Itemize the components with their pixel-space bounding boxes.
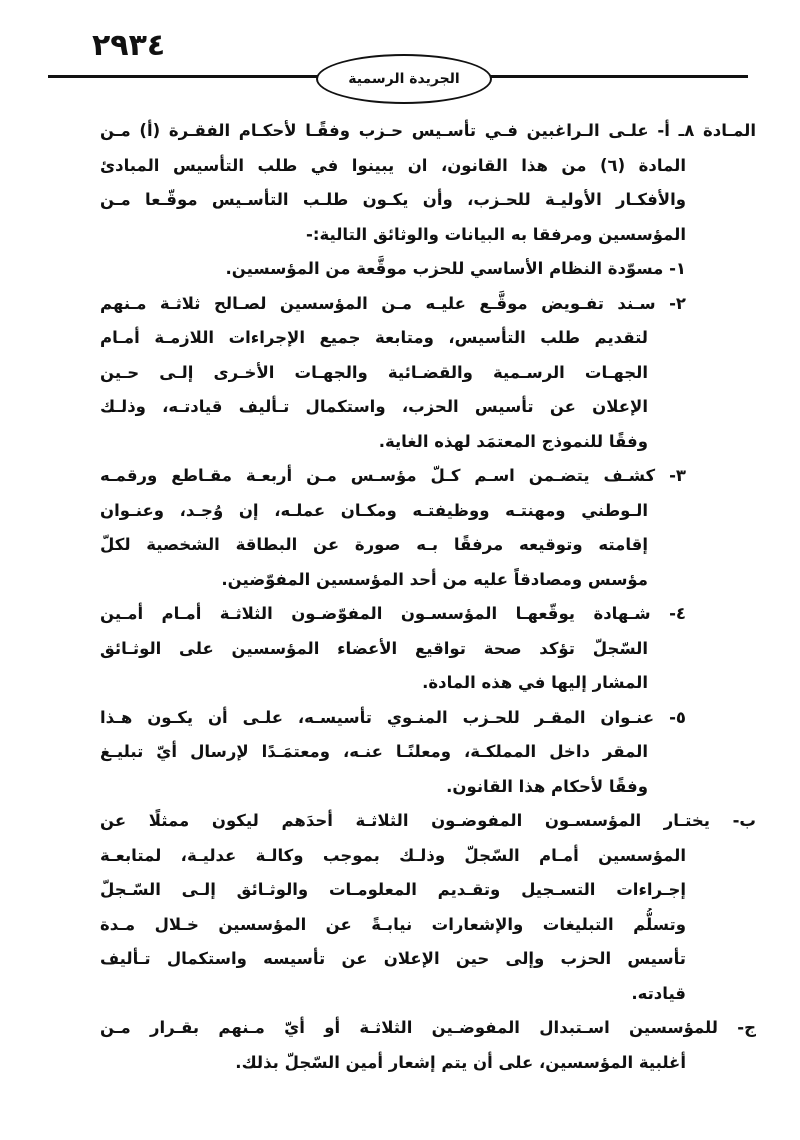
text-line: وتسلُّم التبليغات والإشعارات نيابـةً عن المؤسسين خـلال مـدة <box>100 914 686 934</box>
text-line: مؤسس ومصادقاً عليه من أحد المؤسسين المفوّضين. <box>221 569 648 589</box>
page-number: ٢٩٣٤ <box>92 28 166 63</box>
text-line: المشار إليها في هذه المادة. <box>422 673 648 692</box>
text-line: المؤسسين أمـام السّجلّ وذلـك بموجب وكالـة عدليـة، لمتابعـة <box>100 845 686 865</box>
text-line: المؤسسين ومرفقا به البيانات والوثائق التالية:- <box>306 224 686 244</box>
article-body <box>100 114 756 1080</box>
text-line: ١- مسوّدة النظام الأساسي للحزب موقَّعة من المؤسسين. <box>225 259 686 278</box>
text-line: ٥- عنـوان المقـر للحـزب المنـوي تأسيسـه، علـى أن يكـون هـذا <box>100 707 686 727</box>
text-line: المـادة ٨ـ أ- علـى الـراغبين فـي تأسـيس حـزب وفقًـا لأحكـام الفقـرة (أ) مـن <box>100 121 756 140</box>
text-line: ب- يختـار المؤسسـون المفوضـون الثلاثـة أحدَهم ليكون ممثلًا عن <box>100 811 756 830</box>
text-line: ٢- سـند تفـويض موقَّـع عليـه مـن المؤسسين لصـالح ثلاثـة مـنهم <box>100 293 686 313</box>
text-line: الـوطني ومهنتـه ووظيفتـه ومكـان عملـه، إن وُجـد، وعنـوان <box>100 500 648 520</box>
text-line: قيادته. <box>631 983 686 1003</box>
text-line: إقامته وتوقيعه مرفقًا بـه صورة عن البطاقة الشخصية لكلّ <box>100 535 648 554</box>
text-line: السّجلّ تؤكد صحة تواقيع الأعضاء المؤسسين على الوثـائق <box>100 638 648 658</box>
text-line: ج- للمؤسسين اسـتبدال المفوضـين الثلاثـة أو أيّ مـنهم بقـرار مـن <box>100 1018 756 1037</box>
text-line: إجـراءات التسـجيل وتقـديم المعلومـات والوثـائق إلـى السّـجلّ <box>100 880 686 899</box>
text-line: وفقًا لأحكام هذا القانون. <box>446 776 648 796</box>
text-line: ٣- كشـف يتضـمن اسـم كـلّ مؤسـس مـن أربعـة مقـاطع ورقمـه <box>100 466 686 485</box>
text-line: المقر داخل المملكـة، ومعلنًـا عنـه، ومعتمَـدًا لإرسال أيّ تبليـغ <box>100 742 648 761</box>
text-line: الجهـات الرسـمية والقضـائية والجهـات الأخـرى إلـى حـين <box>100 362 648 382</box>
text-line: ٤- شـهادة يوقّعهـا المؤسسـون المفوّضـون الثلاثـة أمـام أمـين <box>100 604 686 623</box>
text-line: لتقديم طلب التأسيس، ومتابعة جميع الإجراءات اللازمـة أمـام <box>100 328 648 347</box>
text-line: وفقًا للنموذج المعتمَد لهذه الغاية. <box>378 431 648 451</box>
text-line: أغلبية المؤسسين، على أن يتم إشعار أمين السّجلّ بذلك. <box>235 1052 686 1072</box>
text-line: تأسيس الحزب وإلى حين الإعلان عن تأسيسه واستكمال تـأليف <box>100 949 686 968</box>
masthead-title: الجريدة الرسمية <box>348 71 460 87</box>
text-line: المادة (٦) من هذا القانون، ان يبينوا في طلب التأسيس المبادئ <box>100 155 686 175</box>
text-line: الإعلان عن تأسيس الحزب، واستكمال تـأليف قيادتـه، وذلـك <box>100 397 648 416</box>
text-line: والأفكـار الأوليـة للحـزب، وأن يكـون طلـب التأسـيس موقّـعا مـن <box>100 190 686 209</box>
masthead-badge <box>316 54 492 104</box>
